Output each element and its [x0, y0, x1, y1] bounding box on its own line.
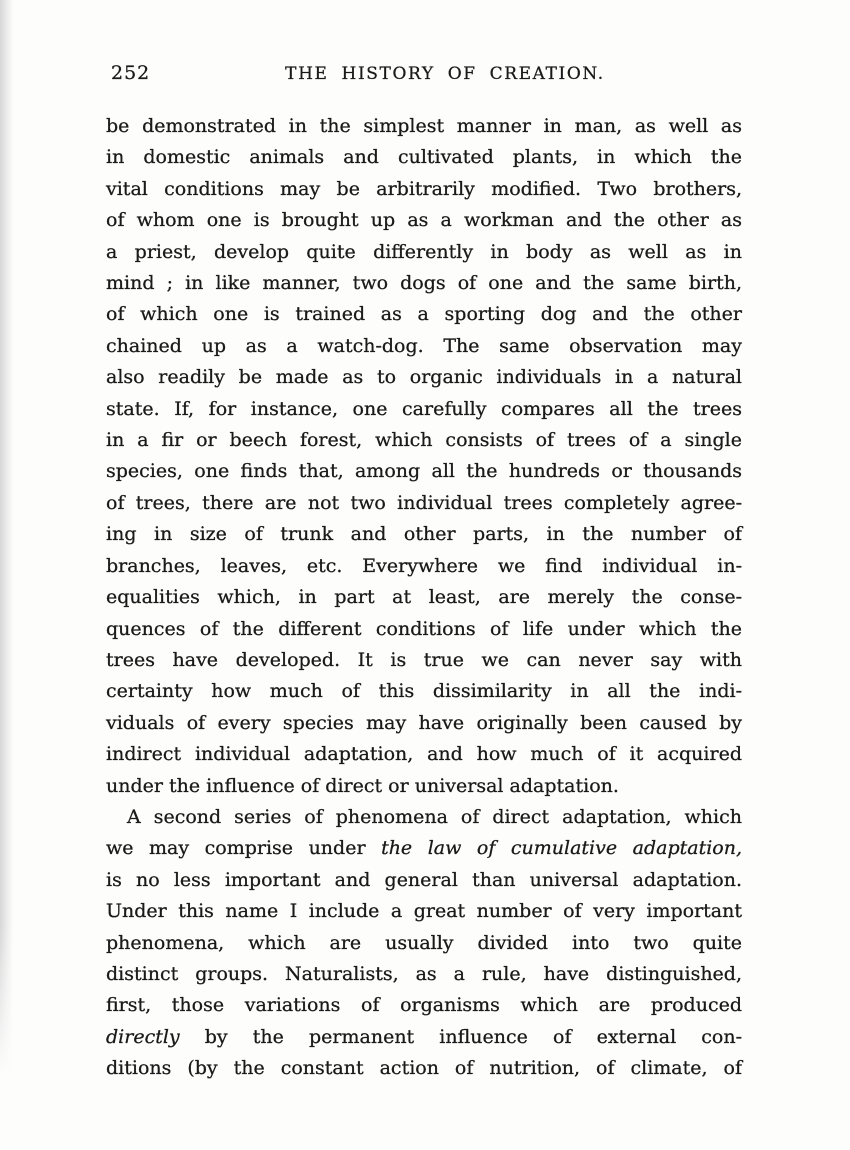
text-line [106, 990, 742, 1021]
text-segment: certainty how much of this dissimilarity in all the indi- [106, 680, 742, 703]
text-line [106, 111, 742, 142]
text-segment: trees have developed. It is true we can never say with [106, 648, 742, 671]
text-line [106, 456, 742, 487]
text-segment: in domestic animals and cultivated plants, in which the [106, 146, 742, 169]
text-segment: state. If, for instance, one carefully compares all the trees [106, 397, 742, 420]
text-line [106, 645, 742, 676]
text-segment: distinct groups. Naturalists, as a rule, have distinguished, [106, 962, 742, 985]
text-line [106, 802, 742, 833]
text-segment: vital conditions may be arbitrarily modified. Two brothers, [106, 177, 742, 200]
text-line [106, 488, 742, 519]
text-segment: ditions (by the constant action of nutrition, of climate, of [106, 1057, 742, 1080]
text-segment: indirect individual adaptation, and how much of it acquired [106, 743, 742, 766]
text-segment: of which one is trained as a sporting dog and the other [106, 303, 742, 326]
text-segment: viduals of every species may have originally been caused by [106, 711, 742, 734]
text-line [106, 928, 742, 959]
text-segment: mind ; in like manner, two dogs of one and the same birth, [106, 272, 742, 295]
body-text-block [106, 111, 742, 1085]
text-line [106, 551, 742, 582]
text-segment: of whom one is brought up as a workman and the other as [106, 209, 742, 232]
text-line [106, 676, 742, 707]
text-line [106, 865, 742, 896]
text-line [106, 237, 742, 268]
text-line [106, 708, 742, 739]
text-segment: first, those variations of organisms which are produced [106, 994, 742, 1017]
text-segment: we may comprise under [106, 837, 382, 860]
italic-text-segment: directly [106, 1025, 180, 1048]
text-segment: of trees, there are not two individual trees completely agree- [106, 491, 742, 514]
text-segment: a priest, develop quite differently in body as well as in [106, 240, 742, 263]
text-line [106, 394, 742, 425]
text-segment: under the influence of direct or universal adaptation. [106, 774, 619, 797]
text-segment: Under this name I include a great number of very important [106, 900, 742, 923]
page-number: 252 [111, 62, 151, 84]
text-segment: is no less important and general than universal adaptation. [106, 868, 742, 891]
text-line [106, 268, 742, 299]
text-line [106, 1053, 742, 1084]
text-line [106, 425, 742, 456]
text-segment: by the permanent influence of external con- [179, 1025, 742, 1048]
text-segment: ing in size of trunk and other parts, in the number of [106, 523, 742, 546]
running-title: THE HISTORY OF CREATION. [285, 64, 605, 84]
text-line [106, 614, 742, 645]
text-segment: branches, leaves, etc. Everywhere we find individual in- [106, 554, 742, 577]
text-line [106, 833, 742, 864]
text-line [106, 142, 742, 173]
text-line [106, 959, 742, 990]
text-line [106, 582, 742, 613]
text-segment: also readily be made as to organic individuals in a natural [106, 366, 742, 389]
text-line [106, 331, 742, 362]
page-header [106, 58, 742, 88]
text-line [106, 205, 742, 236]
text-segment: in a fir or beech forest, which consists of trees of a single [106, 429, 742, 452]
text-line [106, 771, 742, 802]
text-line [106, 1022, 742, 1053]
text-segment: quences of the different conditions of life under which the [106, 617, 742, 640]
text-segment: be demonstrated in the simplest manner in man, as well as [106, 115, 742, 137]
italic-text-segment: the law of cumulative adaptation, [381, 837, 743, 860]
text-line [106, 362, 742, 393]
text-line [106, 299, 742, 330]
text-line [106, 739, 742, 770]
text-segment: A second series of phenomena of direct adaptation, which [127, 805, 742, 828]
text-line [106, 519, 742, 550]
text-segment: equalities which, in part at least, are merely the conse- [106, 586, 742, 609]
text-segment: chained up as a watch-dog. The same observation may [106, 334, 742, 357]
text-line [106, 896, 742, 927]
text-segment: species, one finds that, among all the hundreds or thousands [106, 460, 742, 483]
text-line [106, 174, 742, 205]
text-segment: phenomena, which are usually divided into two quite [106, 931, 742, 954]
scan-edge-shadow [0, 0, 13, 1075]
